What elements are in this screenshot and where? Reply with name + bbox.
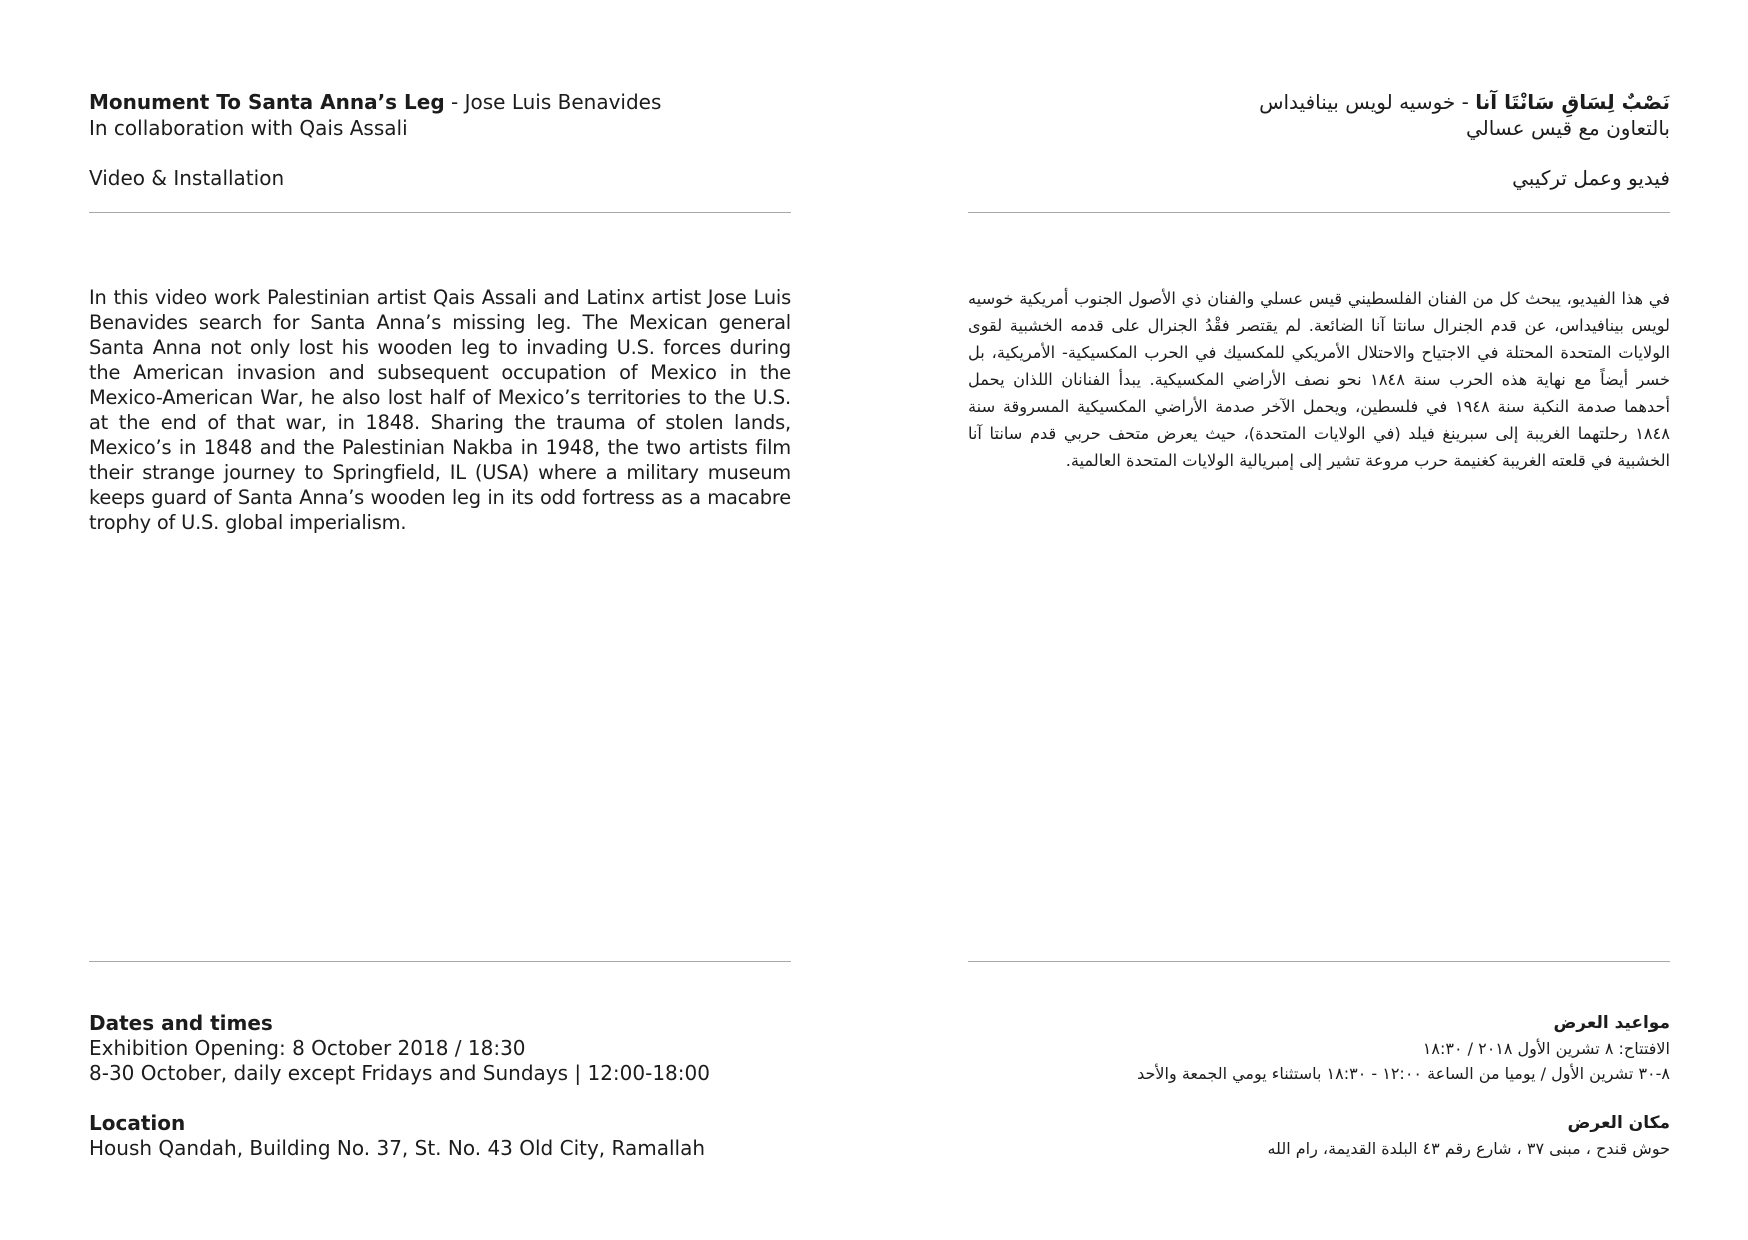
work-type-en: Video & Installation: [89, 166, 285, 190]
artist-name-en: - Jose Luis Benavides: [444, 90, 662, 114]
location-heading-en: Location: [89, 1111, 186, 1135]
description-ar: في هذا الفيديو، يبحث كل من الفنان الفلسطيني قيس عسلي والفنان ذي الأصول الجنوب أمريكية خوسيه لويس بينافيداس، عن قدم الجنرال سانتا آنا الضائعة. لم يقتصر فقْدُ الجنرال على قدمه الخشبية لقوى الولايات المتحدة المحتلة في الاجتياح والاحتلال الأمريكي للمكسيك في الحرب المكسيكية- الأمريكية، بل خسر أيضاً مع نهاية هذه الحرب سنة ١٨٤٨ نحو نصف الأراضي المكسيكية. يبدأ الفنانان اللذان يحمل أحدهما صدمة النكبة سنة ١٩٤٨ في فلسطين، ويحمل الآخر صدمة الأراضي المكسيكية المسروقة سنة ١٨٤٨ رحلتهما الغريبة إلى سبرينغ فيلد (في الولايات المتحدة)، حيث يعرض متحف حربي قدم سانتا آنا الخشبية في قلعته الغريبة كغنيمة حرب مروعة تشير إلى إمبريالية الولايات المتحدة العالمية.: [968, 289, 1670, 470]
dates-opening-en: Exhibition Opening: 8 October 2018 / 18:30: [89, 1036, 526, 1060]
divider-top-ar: [968, 212, 1670, 213]
divider-top-en: [89, 212, 791, 213]
artist-name-ar: - خوسيه لويس بينافيداس: [1259, 90, 1476, 114]
dates-heading-ar: مواعيد العرض: [1553, 1013, 1670, 1033]
location-address-en: Housh Qandah, Building No. 37, St. No. 43 Old City, Ramallah: [89, 1136, 706, 1160]
description-en: In this video work Palestinian artist Qais Assali and Latinx artist Jose Luis Benavides search for Santa Anna’s missing leg. The Mexican general Santa Anna not only lost his wooden leg to invading U.S. forces during the American invasion and subsequent occupation of Mexico in the Mexico-American War, he also lost half of Mexico’s territories to the U.S. at the end of that war, in 1848. Sharing the trauma of stolen lands, Mexico’s in 1848 and the Palestinian Nakba in 1948, the two artists film their strange journey to Springfield, IL (USA) where a military museum keeps guard of Santa Anna’s wooden leg in its odd fortress as a macabre trophy of U.S. global imperialism.: [89, 286, 791, 534]
work-title-ar: نَصْبٌ لِسَاقِ سَانْتَا آنا: [1475, 90, 1670, 114]
location-address-ar: حوش قندح ، مبنى ٣٧ ، شارع رقم ٤٣ البلدة القديمة، رام الله: [1267, 1139, 1670, 1158]
dates-daily-en: 8-30 October, daily except Fridays and Sundays | 12:00-18:00: [89, 1061, 710, 1085]
divider-bottom-en: [89, 961, 791, 962]
dates-daily-ar: ٨-٣٠ تشرين الأول / يوميا من الساعة ١٢:٠٠ - ١٨:٣٠ باستثناء يومي الجمعة والأحد: [1137, 1064, 1670, 1083]
title-en: [89, 90, 791, 115]
arabic-column: [968, 0, 1670, 1240]
dates-opening-ar: الافتتاح: ٨ تشرين الأول ٢٠١٨ / ١٨:٣٠: [1422, 1039, 1670, 1058]
dates-heading-en: Dates and times: [89, 1011, 273, 1035]
divider-bottom-ar: [968, 961, 1670, 962]
collaboration-en: In collaboration with Qais Assali: [89, 116, 408, 140]
location-heading-ar: مكان العرض: [1567, 1113, 1670, 1133]
title-ar: [968, 90, 1670, 115]
english-column: [89, 0, 791, 1240]
work-type-ar: فيديو وعمل تركيبي: [1512, 166, 1670, 190]
work-title-en: Monument To Santa Anna’s Leg: [89, 90, 445, 114]
collaboration-ar: بالتعاون مع قيس عسالي: [1465, 116, 1670, 140]
